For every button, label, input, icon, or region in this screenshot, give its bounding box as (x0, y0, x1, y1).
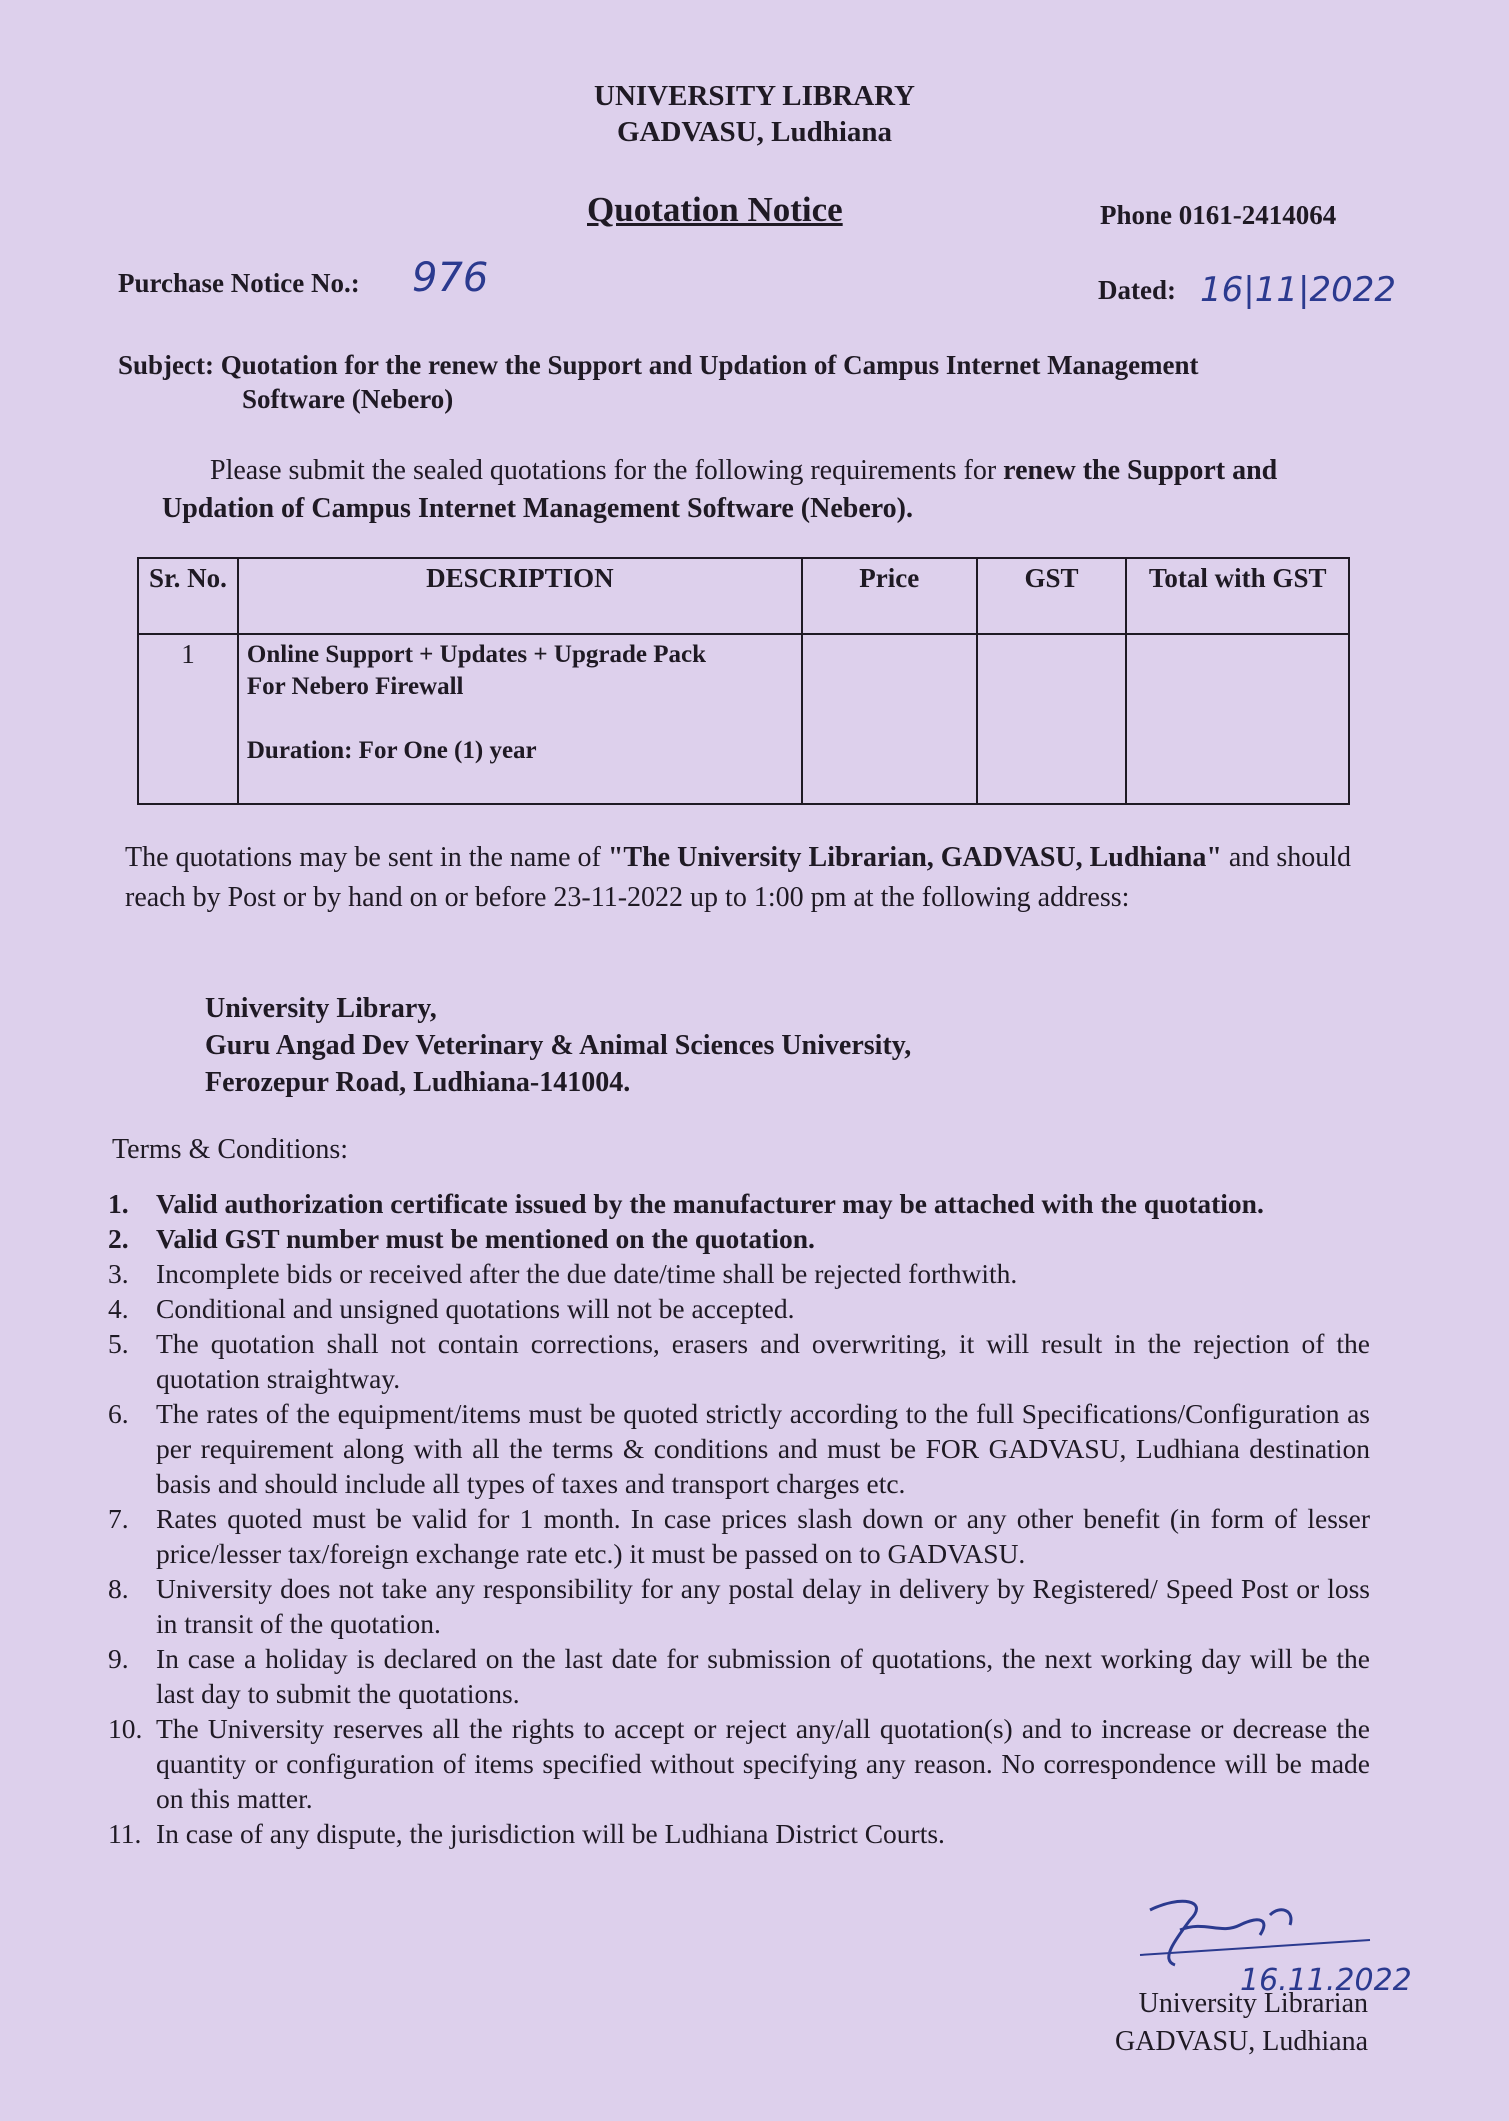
addressee-name: "The University Librarian, GADVASU, Ludhiana" (607, 842, 1222, 873)
institution-name: GADVASU, Ludhiana (616, 116, 893, 148)
terms-heading: Terms & Conditions: (112, 1134, 349, 1165)
signatory-title: University Librarian (1138, 1988, 1368, 2019)
item-text: The rates of the equipment/items must be quoted strictly according to the full Specifications/Configuration as per requirement along with all the terms & conditions and must be FOR GADVASU, Ludhiana destination basis and should include all types of taxes and transport charges etc. (156, 1398, 1370, 1499)
item-text: In case a holiday is declared on the last date for submission of quotations, the next working day will be the last day to submit the quotations. (156, 1643, 1370, 1709)
item-text: In case of any dispute, the jurisdiction will be Ludhiana District Courts. (156, 1818, 945, 1849)
cell-total (1126, 634, 1349, 804)
item-number: 3. (108, 1258, 129, 1289)
subject-label: Subject: (118, 350, 214, 380)
col-header-sr-no: Sr. No. (138, 558, 238, 634)
description-line-1: Online Support + Updates + Upgrade Pack (246, 641, 706, 668)
item-number: 2. (108, 1223, 129, 1254)
list-item (108, 1711, 1370, 1816)
item-number: 11. (108, 1818, 142, 1849)
address-line-2: Guru Angad Dev Veterinary & Animal Sciences University, (205, 1030, 912, 1061)
list-item (108, 1326, 1370, 1396)
list-item (108, 1291, 1370, 1326)
item-text: Conditional and unsigned quotations will not be accepted. (156, 1293, 795, 1324)
subject-block (118, 348, 1378, 416)
description-duration: Duration: For One (1) year (246, 737, 537, 764)
item-text: University does not take any responsibility for any postal delay in delivery by Registered/ Speed Post or loss in transit of the quotation. (156, 1573, 1370, 1639)
col-header-total: Total with GST (1126, 558, 1349, 634)
list-item (108, 1256, 1370, 1291)
postal-address (205, 990, 911, 1101)
requirements-table (137, 557, 1350, 805)
item-number: 5. (108, 1328, 129, 1359)
list-item (108, 1221, 1370, 1256)
cell-description (238, 634, 802, 804)
intro-text: Please submit the sealed quotations for the following requirements for (210, 455, 1004, 486)
list-item (108, 1641, 1370, 1711)
cell-price (802, 634, 977, 804)
purchase-notice-number: 976 (412, 255, 489, 301)
signatory-institution: GADVASU, Ludhiana (1114, 2026, 1368, 2057)
col-header-description: DESCRIPTION (238, 558, 802, 634)
item-number: 4. (108, 1293, 129, 1324)
item-text: The quotation shall not contain corrections, erasers and overwriting, it will result in the rejection of the quotation straightway. (156, 1328, 1370, 1394)
item-number: 6. (108, 1398, 129, 1429)
signatory-block (1000, 1985, 1368, 2061)
item-number: 10. (108, 1713, 143, 1744)
signature-date: 16.11.2022 (1240, 1963, 1412, 1998)
university-library-heading: UNIVERSITY LIBRARY (594, 80, 915, 112)
item-number: 1. (108, 1188, 129, 1219)
item-number: 7. (108, 1503, 129, 1534)
submission-text-1: The quotations may be sent in the name of (125, 842, 608, 873)
item-text: Rates quoted must be valid for 1 month. In case prices slash down or any other benefit (in form of lesser price/lesser tax/foreign exchange rate etc.) it must be passed on to GADVASU. (156, 1503, 1370, 1569)
description-line-2: For Nebero Firewall (246, 673, 464, 700)
intro-paragraph (162, 452, 1377, 528)
table-header-row (138, 558, 1349, 634)
item-number: 9. (108, 1643, 129, 1674)
subject-line-2: Software (Nebero) (242, 384, 454, 414)
terms-list (108, 1186, 1370, 1851)
dated-value: 16|11|2022 (1200, 270, 1396, 310)
dated-label: Dated: (1098, 275, 1176, 305)
handwritten-signature (1120, 1890, 1420, 2000)
col-header-price: Price (802, 558, 977, 634)
list-item (108, 1186, 1370, 1221)
table-row (138, 634, 1349, 804)
letterhead (0, 78, 1509, 150)
subject-line-1: Quotation for the renew the Support and Updation of Campus Internet Management (220, 350, 1199, 380)
list-item (108, 1571, 1370, 1641)
list-item (108, 1816, 1370, 1851)
col-header-gst: GST (977, 558, 1127, 634)
phone-number: Phone 0161-2414064 (1100, 200, 1337, 230)
address-line-1: University Library, (205, 993, 437, 1024)
item-text: Valid GST number must be mentioned on the quotation. (156, 1223, 815, 1254)
address-line-3: Ferozepur Road, Ludhiana-141004. (205, 1067, 631, 1098)
notice-title: Quotation Notice (587, 190, 843, 229)
cell-sr-no: 1 (138, 634, 238, 804)
list-item (108, 1396, 1370, 1501)
item-text: Valid authorization certificate issued by the manufacturer may be attached with the quotation. (156, 1188, 1264, 1219)
intro-bold-text: renew the Support and Updation of Campus Internet Management Software (Nebero). (162, 455, 1278, 524)
item-number: 8. (108, 1573, 129, 1604)
item-text: Incomplete bids or received after the due date/time shall be rejected forthwith. (156, 1258, 1018, 1289)
item-text: The University reserves all the rights to accept or reject any/all quotation(s) and to increase or decrease the quantity or configuration of items specified without specifying any reason. No correspondence will be made on this matter. (156, 1713, 1370, 1814)
submission-paragraph (125, 838, 1375, 918)
cell-gst (977, 634, 1127, 804)
submission-text-2: and should reach by Post or by hand on or before 23-11-2022 up to 1:00 pm at the following address: (125, 842, 1352, 913)
purchase-notice-label: Purchase Notice No.: (118, 268, 360, 298)
list-item (108, 1501, 1370, 1571)
